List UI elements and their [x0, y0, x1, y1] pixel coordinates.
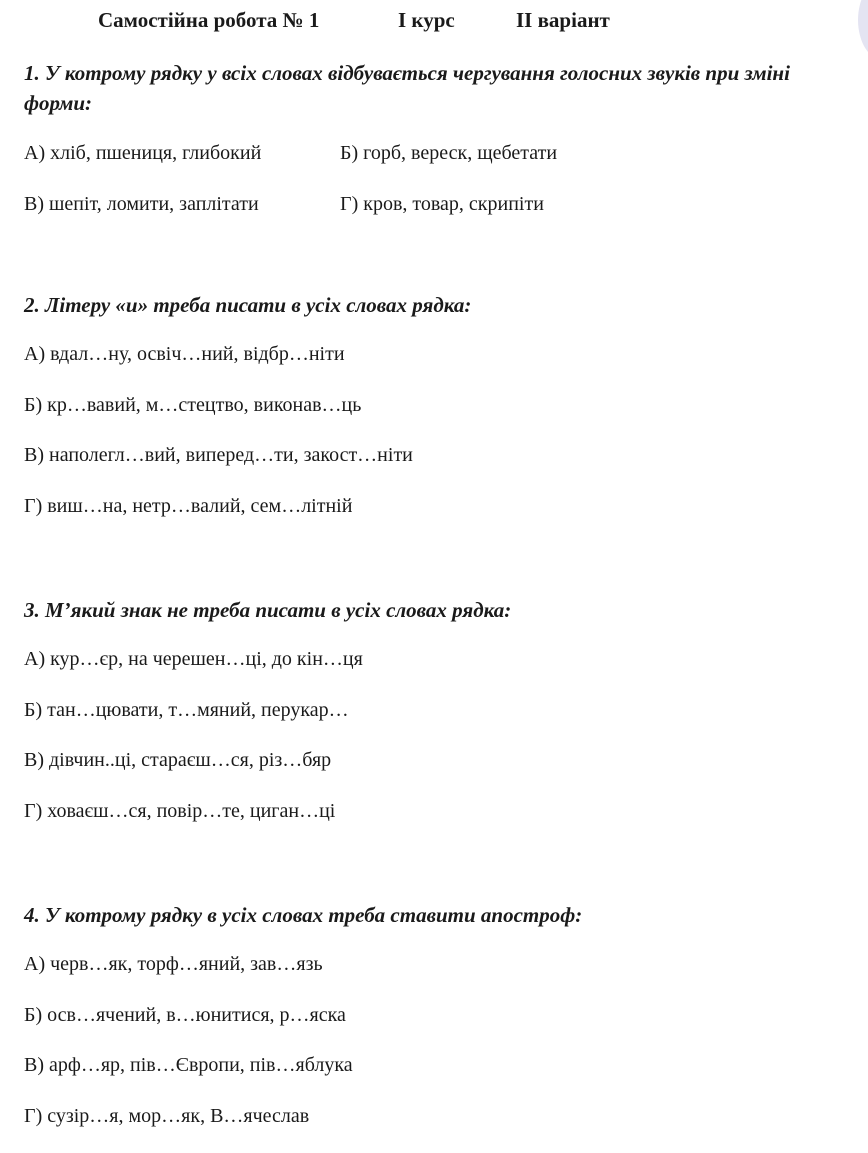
question-4-text: 4. У котрому рядку в усіх словах треба ставити апостроф:: [24, 903, 583, 927]
option-g: Г) кров, товар, скрипіти: [340, 193, 544, 215]
header-variant: ІІ варіант: [516, 8, 610, 32]
option-a: А) кур…єр, на черешен…ці, до кін…ця: [24, 648, 363, 670]
option-a: А) вдал…ну, освіч…ний, відбр…ніти: [24, 343, 345, 365]
option-a: А) хліб, пшениця, глибокий: [24, 142, 262, 164]
question-2-text: 2. Літеру «и» треба писати в усіх словах рядка:: [24, 293, 472, 317]
question-3-options: [24, 647, 854, 823]
option-v: В) шепіт, ломити, заплітати: [24, 193, 259, 215]
option-b: Б) горб, вереск, щебетати: [340, 142, 558, 164]
option-g: Г) виш…на, нетр…валий, сем…літній: [24, 495, 353, 518]
option-a: А) черв…як, торф…яний, зав…язь: [24, 953, 323, 975]
option-v: В) наполегл…вий, виперед…ти, закост…ніти: [24, 444, 413, 467]
question-1-text: 1. У котрому рядку у всіх словах відбувається чергування голосних звуків при зміні форми:: [24, 61, 790, 115]
question-2: [24, 290, 854, 518]
header-title: Самостійна робота № 1: [98, 8, 320, 32]
question-4-options: [24, 952, 854, 1128]
question-4: [24, 900, 854, 1128]
option-v: В) дівчин..ці, стараєш…ся, різ…бяр: [24, 749, 332, 772]
option-b: Б) тан…цювати, т…мяний, перукар…: [24, 698, 349, 721]
question-1: [24, 58, 854, 216]
option-g: Г) сузір…я, мор…як, В…ячеслав: [24, 1105, 310, 1128]
option-row: [24, 192, 854, 216]
question-1-options: [24, 141, 854, 216]
option-v: В) арф…яр, пів…Європи, пів…яблука: [24, 1054, 353, 1077]
corner-decoration: [858, 0, 868, 60]
header-course: І курс: [398, 8, 455, 32]
option-row: [24, 141, 854, 165]
option-b: Б) осв…ячений, в…юнитися, р…яска: [24, 1003, 346, 1026]
question-2-options: [24, 342, 854, 518]
option-g: Г) ховаєш…ся, повір…те, циган…ці: [24, 800, 336, 823]
option-b: Б) кр…вавий, м…стецтво, виконав…ць: [24, 393, 362, 416]
question-3-text: 3. М’який знак не треба писати в усіх словах рядка:: [24, 598, 512, 622]
worksheet-header: [98, 8, 610, 33]
question-3: [24, 595, 854, 823]
